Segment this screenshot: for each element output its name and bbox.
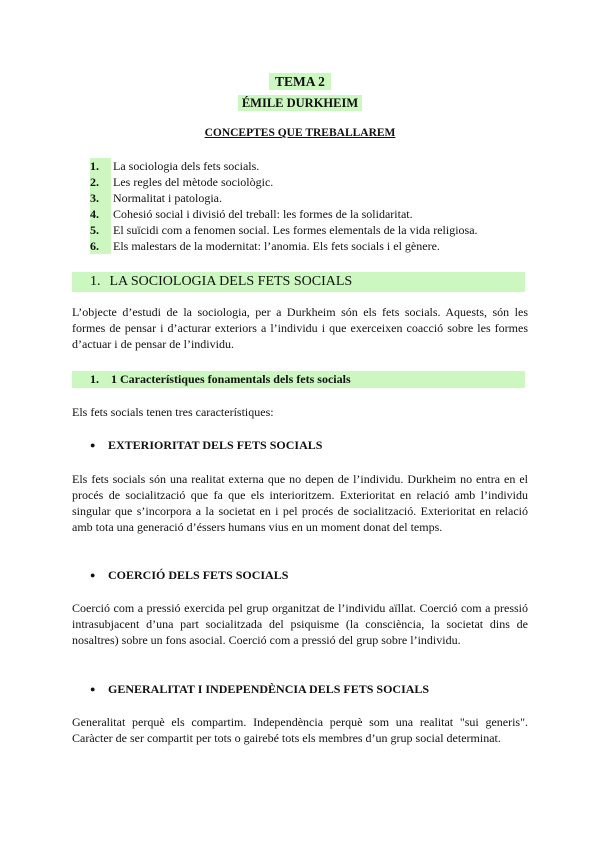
bullet-icon: ● xyxy=(90,570,96,580)
bullet-title: COERCIÓ DELS FETS SOCIALS xyxy=(108,568,289,582)
list-text: El suïcidi com a fenomen social. Les formes elementals de la vida religiosa. xyxy=(113,223,478,237)
list-item xyxy=(90,158,478,174)
bullet-paragraph: Generalitat perquè els compartim. Independència perquè som una realitat "sui generis". Caràcter de ser compartit per tots o gairebé tots els membres d’un grup social determinat. xyxy=(72,715,528,745)
list-number: 6. xyxy=(90,238,111,254)
section-1-1-heading xyxy=(72,371,525,388)
list-text: Normalitat i patologia. xyxy=(113,191,222,205)
section-1-intro: L’objecte d’estudi de la sociologia, per a Durkheim són els fets socials. Aquests, són les formes de pensar i d’acturar exteriors a l’individu i que exerceixen coacció sobre les formes d’actuar i de pensar de l’individu. xyxy=(72,305,528,351)
list-item xyxy=(90,206,478,222)
bullet-paragraph: Coerció com a pressió exercida pel grup organitzat de l’individu aïllat. Coerció com a pressió intrasubjacent d’una part socialitzada del psiquisme (la consciència, la societat dins de nosaltres) sobre un fons asocial. Coerció com a pressió del grup sobre l’individu. xyxy=(72,601,528,647)
author-block xyxy=(0,94,600,112)
list-number: 4. xyxy=(90,206,111,222)
bullet-title: EXTERIORITAT DELS FETS SOCIALS xyxy=(108,438,323,452)
bullet-icon: ● xyxy=(90,440,96,450)
list-text: La sociologia dels fets socials. xyxy=(113,159,260,173)
section-1-1-title: 1 Característiques fonamentals dels fets socials xyxy=(111,372,351,386)
list-item xyxy=(90,238,478,254)
list-item xyxy=(90,174,478,190)
bullet-heading xyxy=(90,568,288,583)
concepts-list xyxy=(90,158,478,254)
bullet-heading xyxy=(90,682,429,697)
concepts-subheading: CONCEPTES QUE TREBALLAREM xyxy=(204,127,396,139)
list-item xyxy=(90,222,478,238)
list-number: 1. xyxy=(90,158,111,174)
section-1-heading xyxy=(72,272,525,292)
list-number: 2. xyxy=(90,174,111,190)
author-title: ÉMILE DURKHEIM xyxy=(238,95,362,111)
bullet-title: GENERALITAT I INDEPENDÈNCIA DELS FETS SOCIALS xyxy=(108,682,430,696)
list-text: Les regles del mètode sociològic. xyxy=(113,175,274,189)
list-text: Els malestars de la modernitat: l’anomia. Els fets socials i el gènere. xyxy=(113,239,440,253)
list-item xyxy=(90,190,478,206)
section-1-1-number: 1. xyxy=(90,372,99,386)
section-1-title: LA SOCIOLOGIA DELS FETS SOCIALS xyxy=(109,274,353,289)
list-text: Cohesió social i divisió del treball: les formes de la solidaritat. xyxy=(113,207,413,221)
list-number: 5. xyxy=(90,222,111,238)
list-number: 3. xyxy=(90,190,111,206)
tema-title: TEMA 2 xyxy=(269,73,331,90)
bullet-icon: ● xyxy=(90,684,96,694)
section-1-number: 1. xyxy=(90,274,101,289)
bullet-heading xyxy=(90,438,322,453)
title-block xyxy=(0,73,600,91)
section-1-1-intro: Els fets socials tenen tres característiques: xyxy=(72,405,274,419)
bullet-paragraph: Els fets socials són una realitat externa que no depen de l’individu. Durkheim no entra en el procés de socialització que fa que els interioritzem. Exterioritat en relació amb l’individu singular que s’incorpora a la societat en i pel procés de socialització. Exterioritat en relació amb tota una generació d’éssers humans vius en un moment donat del temps. xyxy=(72,472,528,534)
